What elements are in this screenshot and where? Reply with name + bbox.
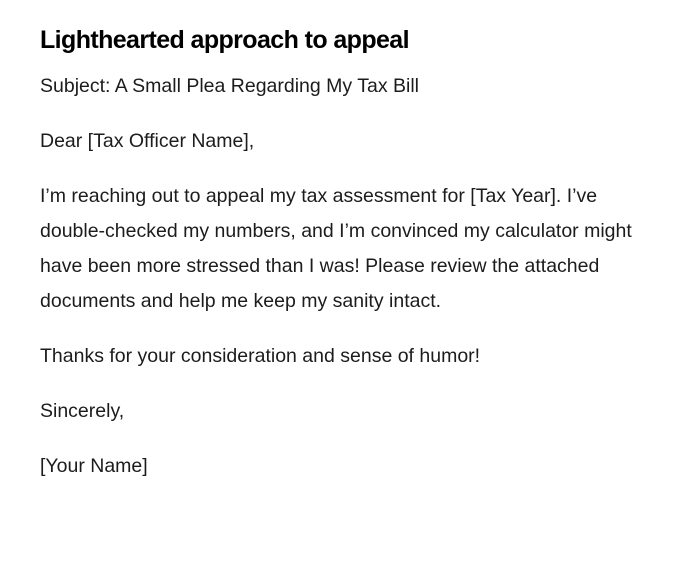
letter-thanks: Thanks for your consideration and sense of humor! <box>40 345 481 367</box>
letter-signature: [Your Name] <box>40 455 148 477</box>
letter-subject: Subject: A Small Plea Regarding My Tax Bill <box>40 75 419 97</box>
letter-closing: Sincerely, <box>40 400 125 422</box>
letter-greeting: Dear [Tax Officer Name], <box>40 130 255 152</box>
letter-title: Lighthearted approach to appeal <box>40 26 409 54</box>
letter-body: I’m reaching out to appeal my tax assessment for [Tax Year]. I’ve double-checked my numbers, and I’m convinced my calculator might have been more stressed than I was! Please review the attached documents and help me keep my sanity intact. <box>40 185 632 312</box>
letter-document <box>40 24 640 504</box>
